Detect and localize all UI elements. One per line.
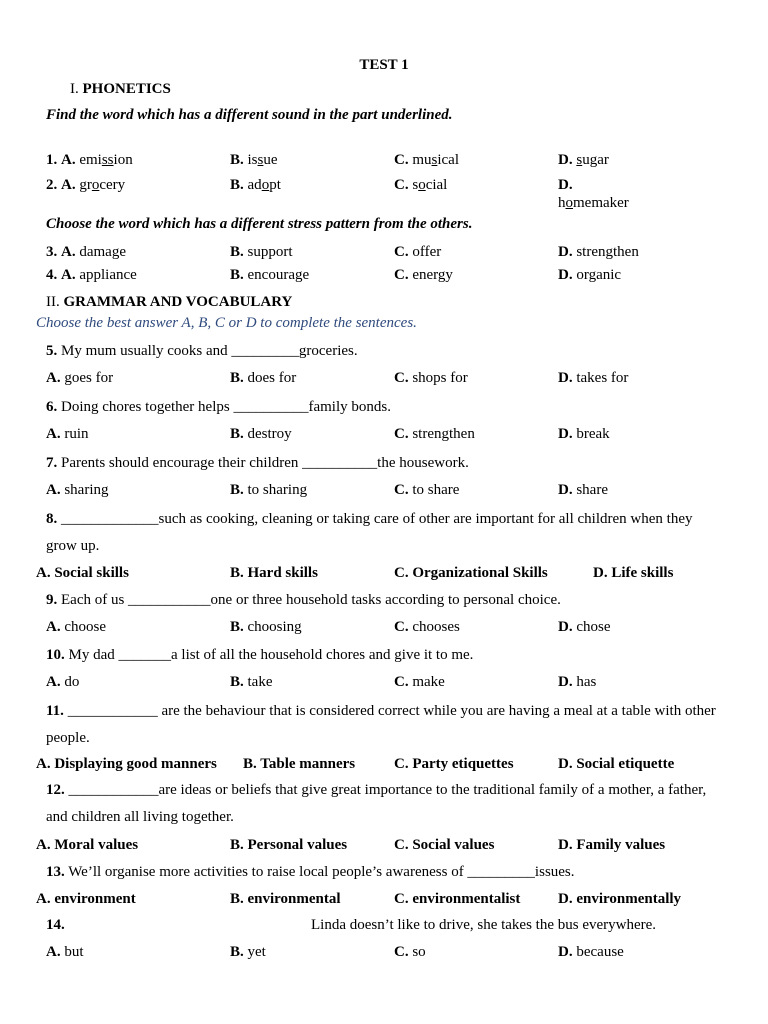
word-part: s xyxy=(412,177,419,193)
q9-number: 9. xyxy=(46,592,58,608)
section-number: II. xyxy=(46,294,60,310)
option-letter: B. xyxy=(230,674,244,690)
question-text: _____________such as cooking, cleaning or taking care of other are important for all children when they grow up. xyxy=(46,511,693,554)
q11-stem xyxy=(46,698,726,752)
q8-option-a: A. Social skills xyxy=(36,565,129,581)
option-letter: B. xyxy=(230,426,244,442)
word-part: cery xyxy=(99,177,126,193)
q7-option-d xyxy=(558,481,608,499)
option-letter: B. xyxy=(230,944,244,960)
word-part: gr xyxy=(79,177,92,193)
option-letter: A. xyxy=(46,370,61,386)
q4-option-b xyxy=(230,266,309,284)
option-text: so xyxy=(408,944,426,960)
section-label: PHONETICS xyxy=(82,81,171,97)
q7-option-a xyxy=(46,481,109,499)
option-text: yet xyxy=(243,944,266,960)
option-text: offer xyxy=(408,244,442,260)
option-letter: A. xyxy=(61,244,76,260)
section-heading-grammar xyxy=(46,293,292,311)
q4-option-c xyxy=(394,266,453,284)
word-part: ugar xyxy=(582,152,609,168)
option-text: because xyxy=(572,944,624,960)
underlined-part: o xyxy=(261,177,270,193)
instruction-sound: Find the word which has a different sound in the part underlined. xyxy=(46,107,453,123)
q8-option-b: B. Hard skills xyxy=(230,565,318,581)
q11-option-d: D. Social etiquette xyxy=(558,756,675,772)
q3-option-d xyxy=(558,243,639,261)
underlined-part: o xyxy=(91,177,100,193)
q9-option-b xyxy=(230,618,302,636)
option-letter: C. xyxy=(394,267,409,283)
q2-option-a xyxy=(46,176,125,194)
option-text: ruin xyxy=(60,426,89,442)
q6-option-b xyxy=(230,425,292,443)
option-text: chooses xyxy=(408,619,460,635)
q5-option-b xyxy=(230,369,296,387)
word-part: pt xyxy=(269,177,281,193)
question-text: ____________are ideas or beliefs that give great importance to the traditional family of a mother, a father, and children all living together. xyxy=(46,782,707,825)
q9-option-a xyxy=(46,618,106,636)
q4-number: 4. xyxy=(46,267,58,283)
option-text: choose xyxy=(60,619,106,635)
q13-number: 13. xyxy=(46,864,65,880)
option-letter: B. xyxy=(230,482,244,498)
option-text: support xyxy=(243,244,293,260)
q1-option-a xyxy=(46,151,133,169)
q1-option-d xyxy=(558,151,609,169)
option-letter: C. xyxy=(394,426,409,442)
option-text: make xyxy=(408,674,445,690)
q2-option-c xyxy=(394,176,447,194)
q13-option-d: D. environmentally xyxy=(558,891,682,907)
word-part: memaker xyxy=(573,195,629,211)
option-letter: D. xyxy=(558,177,573,193)
option-letter: C. xyxy=(394,152,409,168)
q13-option-c: C. environmentalist xyxy=(394,891,521,907)
q5-stem xyxy=(46,342,358,360)
option-letter: B. xyxy=(230,267,244,283)
q14-option-d xyxy=(558,943,624,961)
q4-option-d xyxy=(558,266,621,284)
q2-number: 2. xyxy=(46,177,58,193)
instruction-stress: Choose the word which has a different stress pattern from the others. xyxy=(46,216,473,232)
option-letter: C. xyxy=(394,674,409,690)
q14-number-line xyxy=(46,916,65,934)
q7-option-b xyxy=(230,481,307,499)
option-text: appliance xyxy=(75,267,137,283)
q12-number: 12. xyxy=(46,782,65,798)
underlined-part: o xyxy=(418,177,426,193)
q12-option-b: B. Personal values xyxy=(230,837,348,853)
option-text: takes for xyxy=(572,370,629,386)
q5-option-a xyxy=(46,369,113,387)
q9-option-c xyxy=(394,618,460,636)
q10-stem xyxy=(46,646,473,664)
q9-stem xyxy=(46,591,561,609)
option-text: break xyxy=(572,426,610,442)
question-text: Each of us ___________one or three household tasks according to personal choice. xyxy=(57,592,561,608)
option-letter: C. xyxy=(394,177,409,193)
word-part: mu xyxy=(412,152,432,168)
q4-option-a xyxy=(46,266,137,284)
question-text: Parents should encourage their children __________the housework. xyxy=(57,455,469,471)
underlined-part: o xyxy=(565,195,573,211)
option-letter: D. xyxy=(558,244,573,260)
section-heading-phonetics xyxy=(70,80,171,98)
q1-option-c xyxy=(394,151,459,169)
q6-option-c xyxy=(394,425,475,443)
question-text: We’ll organise more activities to raise local people’s awareness of _________issues. xyxy=(64,864,575,880)
option-letter: C. xyxy=(394,619,409,635)
option-letter: C. xyxy=(394,370,409,386)
q14-option-c xyxy=(394,943,426,961)
option-text: damage xyxy=(75,244,126,260)
q12-option-d: D. Family values xyxy=(558,837,666,853)
q6-option-a xyxy=(46,425,89,443)
question-text: ____________ are the behaviour that is considered correct while you are having a meal at a table with other people. xyxy=(46,703,716,746)
q8-number: 8. xyxy=(46,511,58,527)
option-text: goes for xyxy=(60,370,114,386)
option-letter: C. xyxy=(394,244,409,260)
q7-option-c xyxy=(394,481,459,499)
word-part: ue xyxy=(263,152,278,168)
q12-stem xyxy=(46,777,726,831)
option-letter: A. xyxy=(46,619,61,635)
question-text: My dad _______a list of all the household chores and give it to me. xyxy=(64,647,474,663)
q6-number: 6. xyxy=(46,399,58,415)
q6-option-d xyxy=(558,425,610,443)
option-letter: B. xyxy=(230,152,244,168)
question-text: Doing chores together helps __________family bonds. xyxy=(57,399,391,415)
option-text: chose xyxy=(572,619,611,635)
q14-stem: Linda doesn’t like to drive, she takes the bus everywhere. xyxy=(311,917,657,933)
word-part: h xyxy=(558,195,566,211)
word-part: emi xyxy=(79,152,102,168)
word-part: ical xyxy=(437,152,460,168)
q11-option-b: B. Table manners xyxy=(243,756,356,772)
word-part: ad xyxy=(247,177,262,193)
option-text: destroy xyxy=(243,426,292,442)
q10-option-c xyxy=(394,673,445,691)
option-letter: D. xyxy=(558,426,573,442)
underlined-part: s xyxy=(576,152,583,168)
option-letter: D. xyxy=(558,619,573,635)
page-title: TEST 1 xyxy=(359,57,409,73)
option-letter: B. xyxy=(230,177,244,193)
q5-number: 5. xyxy=(46,343,58,359)
option-letter: B. xyxy=(230,370,244,386)
option-text: but xyxy=(60,944,84,960)
option-letter: A. xyxy=(61,152,76,168)
q12-option-c: C. Social values xyxy=(394,837,495,853)
q10-option-d xyxy=(558,673,596,691)
section-number: I. xyxy=(70,81,79,97)
q3-option-b xyxy=(230,243,293,261)
q8-option-c: C. Organizational Skills xyxy=(394,565,548,581)
q13-option-b: B. environmental xyxy=(230,891,341,907)
q11-option-c: C. Party etiquettes xyxy=(394,756,514,772)
word-part: is xyxy=(247,152,258,168)
option-letter: C. xyxy=(394,944,409,960)
underlined-part: s xyxy=(431,152,438,168)
option-letter: D. xyxy=(558,944,573,960)
q8-stem xyxy=(46,506,726,560)
q3-option-a xyxy=(46,243,126,261)
option-letter: D. xyxy=(558,482,573,498)
q10-number: 10. xyxy=(46,647,65,663)
word-part: ion xyxy=(113,152,133,168)
option-text: shops for xyxy=(408,370,468,386)
q2-option-d xyxy=(558,176,678,212)
q14-option-a xyxy=(46,943,84,961)
option-letter: A. xyxy=(46,482,61,498)
q5-option-c xyxy=(394,369,468,387)
q8-option-d: D. Life skills xyxy=(593,565,674,581)
option-letter: B. xyxy=(230,619,244,635)
option-text: strengthen xyxy=(408,426,475,442)
question-text: My mum usually cooks and _________groceries. xyxy=(57,343,358,359)
option-letter: A. xyxy=(46,944,61,960)
q2-option-b xyxy=(230,176,281,194)
q12-option-a: A. Moral values xyxy=(36,837,139,853)
section-label: GRAMMAR AND VOCABULARY xyxy=(63,294,293,310)
q7-stem xyxy=(46,454,469,472)
option-text: strengthen xyxy=(572,244,639,260)
option-letter: D. xyxy=(558,370,573,386)
option-text: encourage xyxy=(243,267,310,283)
option-letter: A. xyxy=(46,674,61,690)
option-letter: A. xyxy=(46,426,61,442)
option-text: has xyxy=(572,674,597,690)
q14-option-b xyxy=(230,943,266,961)
q3-number: 3. xyxy=(46,244,58,260)
q11-number: 11. xyxy=(46,703,64,719)
q1-number: 1. xyxy=(46,152,58,168)
option-letter: B. xyxy=(230,244,244,260)
underlined-part: ss xyxy=(101,152,114,168)
q13-stem xyxy=(46,863,575,881)
word-part: cial xyxy=(425,177,448,193)
q5-option-d xyxy=(558,369,628,387)
q1-option-b xyxy=(230,151,278,169)
q9-option-d xyxy=(558,618,611,636)
q10-option-a xyxy=(46,673,79,691)
option-text: share xyxy=(572,482,608,498)
underlined-part: s xyxy=(257,152,264,168)
option-text: energy xyxy=(408,267,453,283)
instruction-grammar: Choose the best answer A, B, C or D to complete the sentences. xyxy=(36,315,417,331)
option-letter: D. xyxy=(558,267,573,283)
option-letter: C. xyxy=(394,482,409,498)
option-letter: A. xyxy=(61,267,76,283)
q6-stem xyxy=(46,398,391,416)
option-letter: D. xyxy=(558,152,573,168)
option-text: to sharing xyxy=(243,482,308,498)
q13-option-a: A. environment xyxy=(36,891,136,907)
option-text: choosing xyxy=(243,619,302,635)
option-text: do xyxy=(60,674,80,690)
option-text: organic xyxy=(572,267,622,283)
option-text: to share xyxy=(408,482,460,498)
q3-option-c xyxy=(394,243,441,261)
option-letter: D. xyxy=(558,674,573,690)
q14-number: 14. xyxy=(46,917,65,933)
q10-option-b xyxy=(230,673,273,691)
q11-option-a: A. Displaying good manners xyxy=(36,756,217,772)
q7-number: 7. xyxy=(46,455,58,471)
option-text: sharing xyxy=(60,482,109,498)
option-text: does for xyxy=(243,370,297,386)
option-text: take xyxy=(243,674,273,690)
option-letter: A. xyxy=(61,177,76,193)
